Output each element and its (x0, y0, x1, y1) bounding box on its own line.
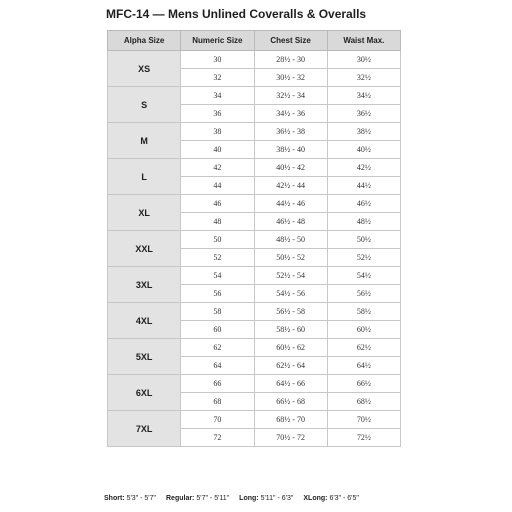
numeric-size-cell: 48 (181, 213, 254, 231)
numeric-size-cell: 68 (181, 393, 254, 411)
chest-size-cell: 62½ - 64 (254, 357, 327, 375)
table-row (108, 195, 401, 213)
numeric-size-cell: 46 (181, 195, 254, 213)
table-row (108, 303, 401, 321)
chest-size-cell: 54½ - 56 (254, 285, 327, 303)
table-row (108, 231, 401, 249)
chest-size-cell: 30½ - 32 (254, 69, 327, 87)
waist-max-cell: 48½ (327, 213, 400, 231)
table-body (108, 51, 401, 447)
waist-max-cell: 52½ (327, 249, 400, 267)
numeric-size-cell: 30 (181, 51, 254, 69)
numeric-size-cell: 54 (181, 267, 254, 285)
header-waist-max: Waist Max. (327, 31, 400, 51)
waist-max-cell: 64½ (327, 357, 400, 375)
legend-value: 5'11" - 6'3" (260, 495, 294, 502)
chest-size-cell: 68½ - 70 (254, 411, 327, 429)
legend-label: Short: (104, 495, 125, 502)
alpha-size-cell: 5XL (108, 339, 181, 375)
chest-size-cell: 58½ - 60 (254, 321, 327, 339)
waist-max-cell: 36½ (327, 105, 400, 123)
legend-item (303, 495, 359, 502)
alpha-size-cell: XL (108, 195, 181, 231)
waist-max-cell: 50½ (327, 231, 400, 249)
numeric-size-cell: 42 (181, 159, 254, 177)
legend-label: XLong: (303, 495, 328, 502)
legend-value: 6'3" - 6'5" (329, 495, 359, 502)
numeric-size-cell: 72 (181, 429, 254, 447)
chest-size-cell: 32½ - 34 (254, 87, 327, 105)
alpha-size-cell: XS (108, 51, 181, 87)
table-row (108, 51, 401, 69)
chest-size-cell: 38½ - 40 (254, 141, 327, 159)
numeric-size-cell: 60 (181, 321, 254, 339)
table-row (108, 375, 401, 393)
length-legend (104, 495, 369, 502)
waist-max-cell: 44½ (327, 177, 400, 195)
numeric-size-cell: 56 (181, 285, 254, 303)
table-header-row (108, 31, 401, 51)
waist-max-cell: 42½ (327, 159, 400, 177)
waist-max-cell: 30½ (327, 51, 400, 69)
alpha-size-cell: L (108, 159, 181, 195)
legend-item (239, 495, 293, 502)
waist-max-cell: 58½ (327, 303, 400, 321)
numeric-size-cell: 66 (181, 375, 254, 393)
numeric-size-cell: 62 (181, 339, 254, 357)
table-row (108, 123, 401, 141)
numeric-size-cell: 32 (181, 69, 254, 87)
alpha-size-cell: XXL (108, 231, 181, 267)
header-alpha-size: Alpha Size (108, 31, 181, 51)
chest-size-cell: 36½ - 38 (254, 123, 327, 141)
chest-size-cell: 42½ - 44 (254, 177, 327, 195)
header-numeric-size: Numeric Size (181, 31, 254, 51)
numeric-size-cell: 50 (181, 231, 254, 249)
chest-size-cell: 66½ - 68 (254, 393, 327, 411)
alpha-size-cell: 6XL (108, 375, 181, 411)
waist-max-cell: 38½ (327, 123, 400, 141)
header-chest-size: Chest Size (254, 31, 327, 51)
alpha-size-cell: 7XL (108, 411, 181, 447)
chest-size-cell: 50½ - 52 (254, 249, 327, 267)
waist-max-cell: 40½ (327, 141, 400, 159)
waist-max-cell: 70½ (327, 411, 400, 429)
chest-size-cell: 52½ - 54 (254, 267, 327, 285)
numeric-size-cell: 44 (181, 177, 254, 195)
chest-size-cell: 44½ - 46 (254, 195, 327, 213)
size-chart-table (107, 30, 401, 447)
chest-size-cell: 46½ - 48 (254, 213, 327, 231)
legend-label: Long: (239, 495, 259, 502)
waist-max-cell: 56½ (327, 285, 400, 303)
alpha-size-cell: S (108, 87, 181, 123)
numeric-size-cell: 52 (181, 249, 254, 267)
chest-size-cell: 48½ - 50 (254, 231, 327, 249)
numeric-size-cell: 58 (181, 303, 254, 321)
table-row (108, 267, 401, 285)
waist-max-cell: 68½ (327, 393, 400, 411)
legend-value: 5'3" - 5'7" (126, 495, 156, 502)
waist-max-cell: 34½ (327, 87, 400, 105)
alpha-size-cell: 3XL (108, 267, 181, 303)
legend-value: 5'7" - 5'11" (196, 495, 230, 502)
chest-size-cell: 56½ - 58 (254, 303, 327, 321)
chest-size-cell: 70½ - 72 (254, 429, 327, 447)
chest-size-cell: 40½ - 42 (254, 159, 327, 177)
waist-max-cell: 54½ (327, 267, 400, 285)
legend-label: Regular: (166, 495, 195, 502)
waist-max-cell: 72½ (327, 429, 400, 447)
waist-max-cell: 32½ (327, 69, 400, 87)
legend-item (166, 495, 229, 502)
chest-size-cell: 64½ - 66 (254, 375, 327, 393)
chest-size-cell: 60½ - 62 (254, 339, 327, 357)
table-row (108, 159, 401, 177)
page-title: MFC-14 — Mens Unlined Coveralls & Overalls (106, 7, 367, 21)
numeric-size-cell: 40 (181, 141, 254, 159)
waist-max-cell: 66½ (327, 375, 400, 393)
alpha-size-cell: 4XL (108, 303, 181, 339)
numeric-size-cell: 34 (181, 87, 254, 105)
numeric-size-cell: 38 (181, 123, 254, 141)
waist-max-cell: 60½ (327, 321, 400, 339)
waist-max-cell: 62½ (327, 339, 400, 357)
table-row (108, 87, 401, 105)
table-row (108, 339, 401, 357)
table-row (108, 411, 401, 429)
legend-item (104, 495, 156, 502)
alpha-size-cell: M (108, 123, 181, 159)
numeric-size-cell: 36 (181, 105, 254, 123)
chest-size-cell: 34½ - 36 (254, 105, 327, 123)
chest-size-cell: 28½ - 30 (254, 51, 327, 69)
numeric-size-cell: 70 (181, 411, 254, 429)
numeric-size-cell: 64 (181, 357, 254, 375)
waist-max-cell: 46½ (327, 195, 400, 213)
